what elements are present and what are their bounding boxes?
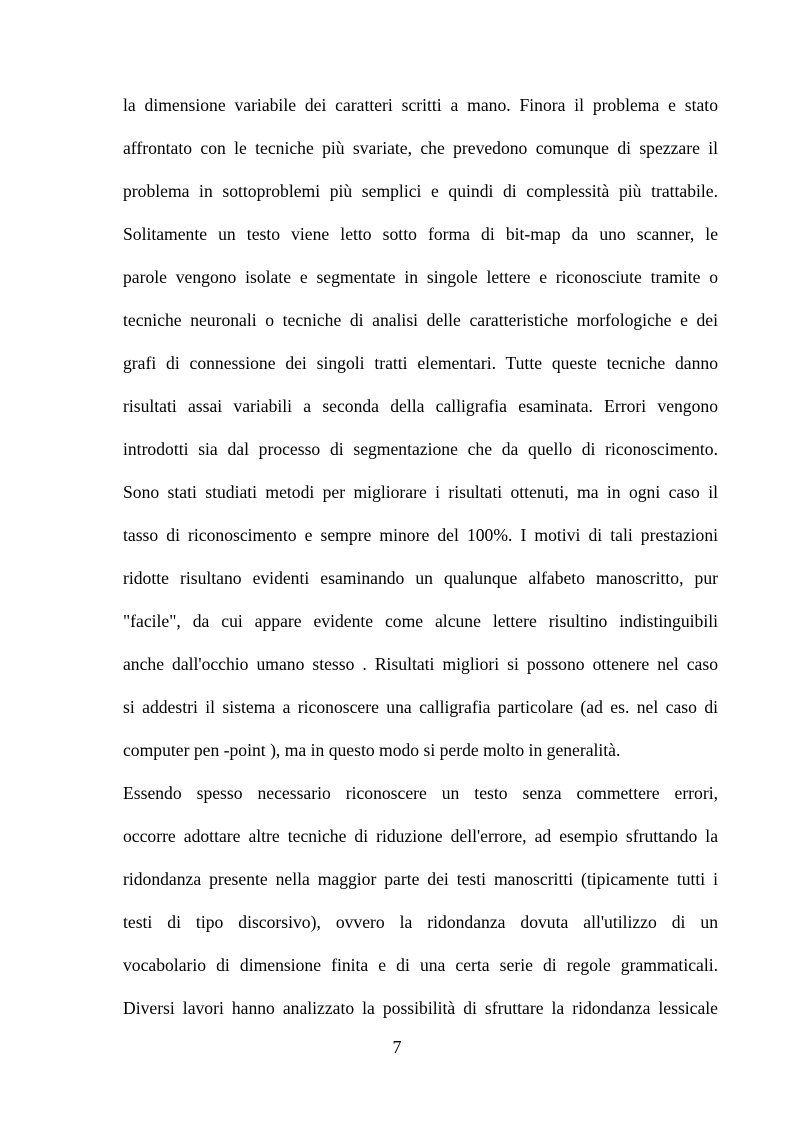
- text-line: ridondanza presente nella maggior parte dei testi manoscritti (tipicamente tutti i: [123, 869, 718, 889]
- text-line: Essendo spesso necessario riconoscere un testo senza commettere errori,: [123, 783, 718, 803]
- text-line: testi di tipo discorsivo), ovvero la ridondanza dovuta all'utilizzo di un: [123, 912, 718, 932]
- page-number: 7: [392, 1037, 402, 1057]
- text-line: Sono stati studiati metodi per migliorare i risultati ottenuti, ma in ogni caso il: [123, 482, 718, 502]
- text-line: "facile", da cui appare evidente come alcune lettere risultino indistinguibili: [123, 611, 718, 631]
- text-line: Solitamente un testo viene letto sotto forma di bit-map da uno scanner, le: [123, 224, 718, 244]
- text-line: affrontato con le tecniche più svariate, che prevedono comunque di spezzare il: [123, 138, 718, 158]
- text-line: vocabolario di dimensione finita e di una certa serie di regole grammaticali.: [123, 955, 718, 975]
- text-line: Diversi lavori hanno analizzato la possibilità di sfruttare la ridondanza lessicale: [123, 998, 718, 1018]
- text-line: problema in sottoproblemi più semplici e quindi di complessità più trattabile.: [123, 181, 718, 201]
- text-line: parole vengono isolate e segmentate in singole lettere e riconosciute tramite o: [123, 267, 718, 287]
- text-line: tasso di riconoscimento e sempre minore del 100%. I motivi di tali prestazioni: [123, 525, 718, 545]
- text-line: risultati assai variabili a seconda della calligrafia esaminata. Errori vengono: [123, 396, 718, 416]
- text-line: anche dall'occhio umano stesso . Risultati migliori si possono ottenere nel caso: [123, 654, 718, 674]
- text-line: occorre adottare altre tecniche di riduzione dell'errore, ad esempio sfruttando la: [123, 826, 718, 846]
- text-line: si addestri il sistema a riconoscere una calligrafia particolare (ad es. nel caso di: [123, 697, 718, 717]
- text-line: introdotti sia dal processo di segmentazione che da quello di riconoscimento.: [123, 439, 718, 459]
- text-line: computer pen -point ), ma in questo modo si perde molto in generalità.: [123, 740, 621, 760]
- text-line: ridotte risultano evidenti esaminando un qualunque alfabeto manoscritto, pur: [123, 568, 718, 588]
- text-line: tecniche neuronali o tecniche di analisi delle caratteristiche morfologiche e dei: [123, 310, 718, 330]
- text-line: la dimensione variabile dei caratteri scritti a mano. Finora il problema e stato: [123, 95, 718, 115]
- text-line: grafi di connessione dei singoli tratti elementari. Tutte queste tecniche danno: [123, 353, 718, 373]
